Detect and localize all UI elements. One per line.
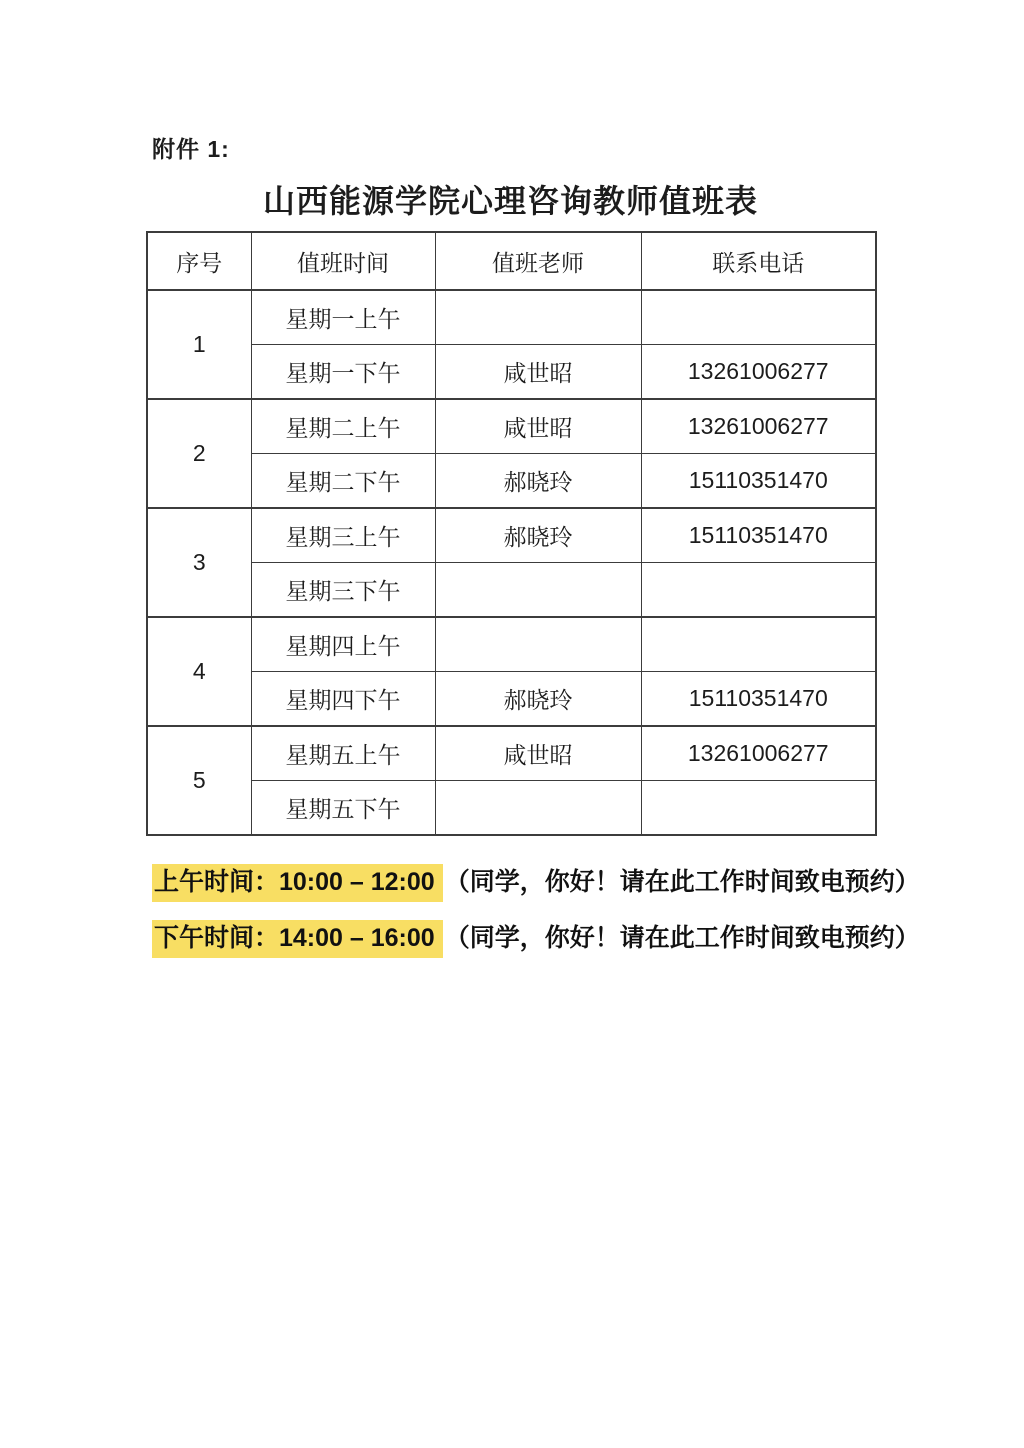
teacher-cell: 咸世昭 (435, 726, 641, 781)
teacher-cell (435, 617, 641, 672)
group-index: 2 (147, 399, 251, 508)
duty-time-cell: 星期四上午 (251, 617, 435, 672)
afternoon-time-note-text: （同学，你好！请在此工作时间致电预约） (444, 924, 920, 952)
header-index: 序号 (147, 232, 251, 290)
table-row (147, 399, 876, 454)
group-index: 5 (147, 726, 251, 835)
duty-time-cell: 星期三下午 (251, 563, 435, 618)
table-row (147, 345, 876, 400)
phone-cell: 15110351470 (641, 454, 876, 509)
phone-cell: 13261006277 (641, 726, 876, 781)
teacher-cell: 郝晓玲 (435, 672, 641, 727)
page-title: 山西能源学院心理咨询教师值班表 (262, 183, 758, 219)
phone-cell (641, 781, 876, 836)
phone-cell: 15110351470 (641, 508, 876, 563)
duty-time-cell: 星期二下午 (251, 454, 435, 509)
duty-time-cell: 星期四下午 (251, 672, 435, 727)
duty-time-cell: 星期一上午 (251, 290, 435, 345)
duty-time-cell: 星期一下午 (251, 345, 435, 400)
duty-schedule-table (146, 231, 877, 836)
table-row (147, 672, 876, 727)
morning-time-note (152, 862, 920, 902)
duty-time-cell: 星期二上午 (251, 399, 435, 454)
table-row (147, 290, 876, 345)
booking-notes (152, 862, 920, 974)
teacher-cell: 咸世昭 (435, 345, 641, 400)
teacher-cell (435, 781, 641, 836)
group-index: 3 (147, 508, 251, 617)
table-row (147, 726, 876, 781)
teacher-cell: 郝晓玲 (435, 508, 641, 563)
teacher-cell (435, 290, 641, 345)
group-index: 1 (147, 290, 251, 399)
teacher-cell (435, 563, 641, 618)
phone-cell (641, 290, 876, 345)
phone-cell (641, 617, 876, 672)
morning-time-highlight: 上午时间：10:00 – 12:00 (152, 864, 443, 902)
attachment-label: 附件 1: (152, 136, 230, 162)
teacher-cell: 咸世昭 (435, 399, 641, 454)
header-duty-time: 值班时间 (251, 232, 435, 290)
phone-cell: 13261006277 (641, 345, 876, 400)
duty-time-cell: 星期五上午 (251, 726, 435, 781)
table-row (147, 781, 876, 836)
table-row (147, 563, 876, 618)
phone-cell: 15110351470 (641, 672, 876, 727)
table-row (147, 454, 876, 509)
table-header-row (147, 232, 876, 290)
phone-cell: 13261006277 (641, 399, 876, 454)
phone-cell (641, 563, 876, 618)
header-duty-teacher: 值班老师 (435, 232, 641, 290)
header-contact-phone: 联系电话 (641, 232, 876, 290)
afternoon-time-note (152, 918, 920, 958)
table-row (147, 508, 876, 563)
duty-time-cell: 星期三上午 (251, 508, 435, 563)
morning-time-note-text: （同学，你好！请在此工作时间致电预约） (444, 868, 920, 896)
table-row (147, 617, 876, 672)
afternoon-time-highlight: 下午时间：14:00 – 16:00 (152, 920, 443, 958)
duty-time-cell: 星期五下午 (251, 781, 435, 836)
teacher-cell: 郝晓玲 (435, 454, 641, 509)
group-index: 4 (147, 617, 251, 726)
